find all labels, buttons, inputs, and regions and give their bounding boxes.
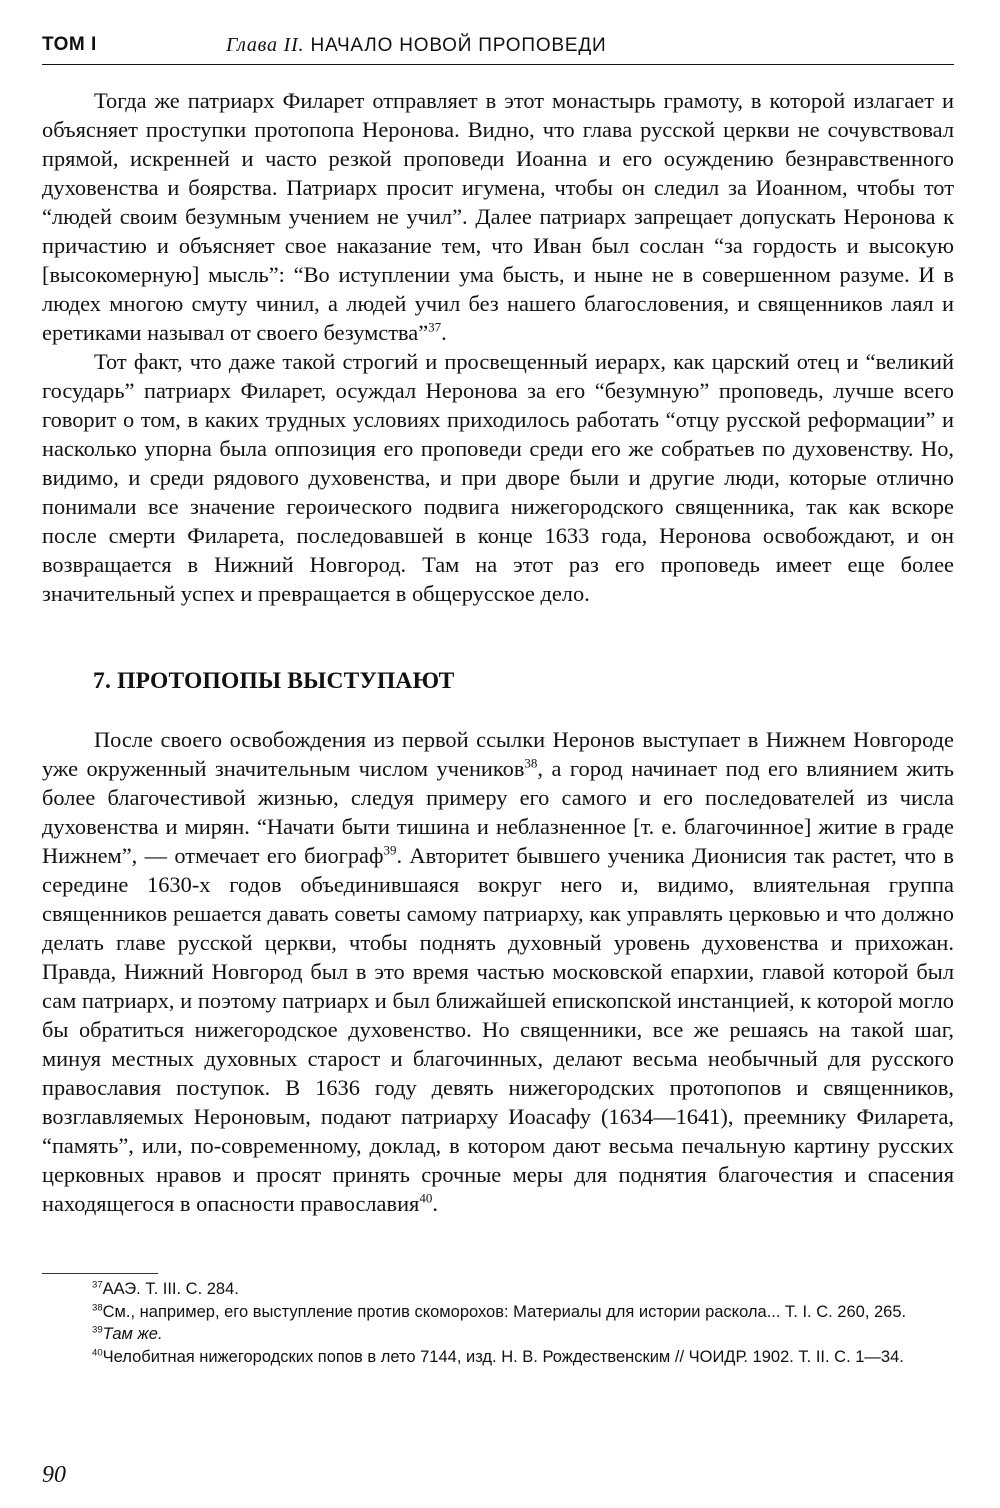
paragraph-text: , а город начинает под его влиянием жить более благочестивой жизнью, следуя примеру его самого и его последователей из числа духовенства и мирян. “Начати быти тишина и неблазненное [т. е. благочинное] житие в граде Нижнем”, — отмечает его биограф (42, 756, 954, 868)
chapter-prefix: Глава II. (226, 34, 305, 56)
footnote (42, 1323, 954, 1346)
volume-label: ТОМ I (42, 34, 97, 55)
footnote-number: 40 (92, 1347, 103, 1358)
footnotes (42, 1278, 954, 1368)
footnote-text: Там же. (102, 1325, 163, 1343)
footnote-separator (42, 1273, 158, 1274)
paragraph-text: . Авторитет бывшего ученика Дионисия так растет, что в середине 1630-х годов объединившаяся вокруг него и, видимо, влиятельная группа священников решается давать советы самому патриарху, как управлять церковью и что должно делать главе русской церкви, чтобы поднять духовный уровень духовенства и прихожан. Правда, Нижний Новгород был в это время частью московской епархии, главой которой был сам патриарх, и поэтому патриарх и был ближайшей епископской инстанцией, к которой могло бы обратиться нижегородское духовенство. Но священники, все же решаясь на такой шаг, минуя местных духовных старост и благочинных, делают весьма необычный для русского православия поступок. В 1636 году девять нижегородских протопопов и священников, возглавляемых Нероновым, подают патриарху Иоасафу (1634—1641), преемнику Филарета, “память”, или, по-современному, доклад, в котором дают весьма печальную картину русских церковных нравов и просят принять срочные меры для поднятия благочестия и спасения находящегося в опасности православия (42, 843, 954, 1216)
footnote-ref: 39 (383, 842, 397, 858)
footnote-number: 37 (92, 1279, 103, 1291)
footnote-text: ААЭ. Т. III. С. 284. (102, 1280, 239, 1298)
footnote-text: Челобитная нижегородских попов в лето 7144, изд. Н. В. Рождественским // ЧОИДР. 1902. Т. II. С. 1—34. (102, 1347, 904, 1366)
paragraph-text: Тогда же патриарх Филарет отправляет в этот монастырь грамоту, в которой излагает и объясняет проступки протопопа Неронова. Видно, что глава русской церкви не сочувствовал прямой, искренней и часто резкой проповеди Иоанна и его осуждению безнравственного духовенства и боярства. Патриарх просит игумена, чтобы он следил за Иоанном, чтобы тот “людей своим безумным учением не учил”. Далее патриарх запрещает допускать Неронова к причастию и объясняет свое наказание тем, что Иван был сослан “за гордость и высокую [высокомерную] мысль”: “Во иступлении ума бысть, и ныне не в совершенном разуме. И в людех многою смуту чинил, а людей учил без нашего благословения, и священников лаял и еретиками называл от своего безумства” (42, 88, 954, 345)
footnote-text: См., например, его выступление против скоморохов: Материалы для истории раскола... Т. I. С. 260, 265. (102, 1302, 907, 1321)
page-number: 90 (42, 1462, 66, 1488)
footnote (42, 1278, 954, 1301)
paragraph (42, 347, 954, 608)
footnote-ref: 38 (524, 755, 538, 771)
running-header (42, 34, 954, 65)
footnote (42, 1346, 954, 1369)
paragraph-text: Тот факт, что даже такой строгий и просвещенный иерарх, как царский отец и “великий государь” патриарх Филарет, осуждал Неронова за его “безумную” проповедь, лучше всего говорит о том, в каких трудных условиях приходилось работать “отцу русской реформации” и насколько упорна была оппозиция его проповеди среди его же собратьев по духовенству. Но, видимо, и среди рядового духовенства, и при дворе были и другие люди, которые отлично понимали все значение героического подвига нижегородского священника, так как вскоре после смерти Филарета, последовавшей в конце 1633 года, Неронова освобождают, и он возвращается в Нижний Новгород. Там на этот раз его проповедь имеет еще более значительный успех и превращается в общерусское дело. (42, 349, 954, 606)
footnote-number: 38 (92, 1302, 103, 1313)
paragraph-tail: . (441, 320, 447, 345)
paragraph (42, 86, 954, 347)
text-block-before-section (42, 86, 954, 608)
footnote-ref: 37 (428, 319, 442, 335)
section-heading: 7. ПРОТОПОПЫ ВЫСТУПАЮТ (93, 668, 455, 694)
chapter-heading (226, 34, 606, 57)
footnote-number: 39 (92, 1324, 103, 1336)
chapter-title: НАЧАЛО НОВОЙ ПРОПОВЕДИ (310, 35, 607, 56)
footnote-ref: 40 (419, 1190, 433, 1206)
footnote (42, 1301, 954, 1324)
paragraph-tail: . (432, 1191, 438, 1216)
paragraph (42, 725, 954, 1218)
text-block-section (42, 725, 954, 1218)
paragraph-text: После своего освобождения из первой ссылки Неронов выступает в Нижнем Новгороде уже окруженный значительным числом учеников (42, 727, 954, 781)
